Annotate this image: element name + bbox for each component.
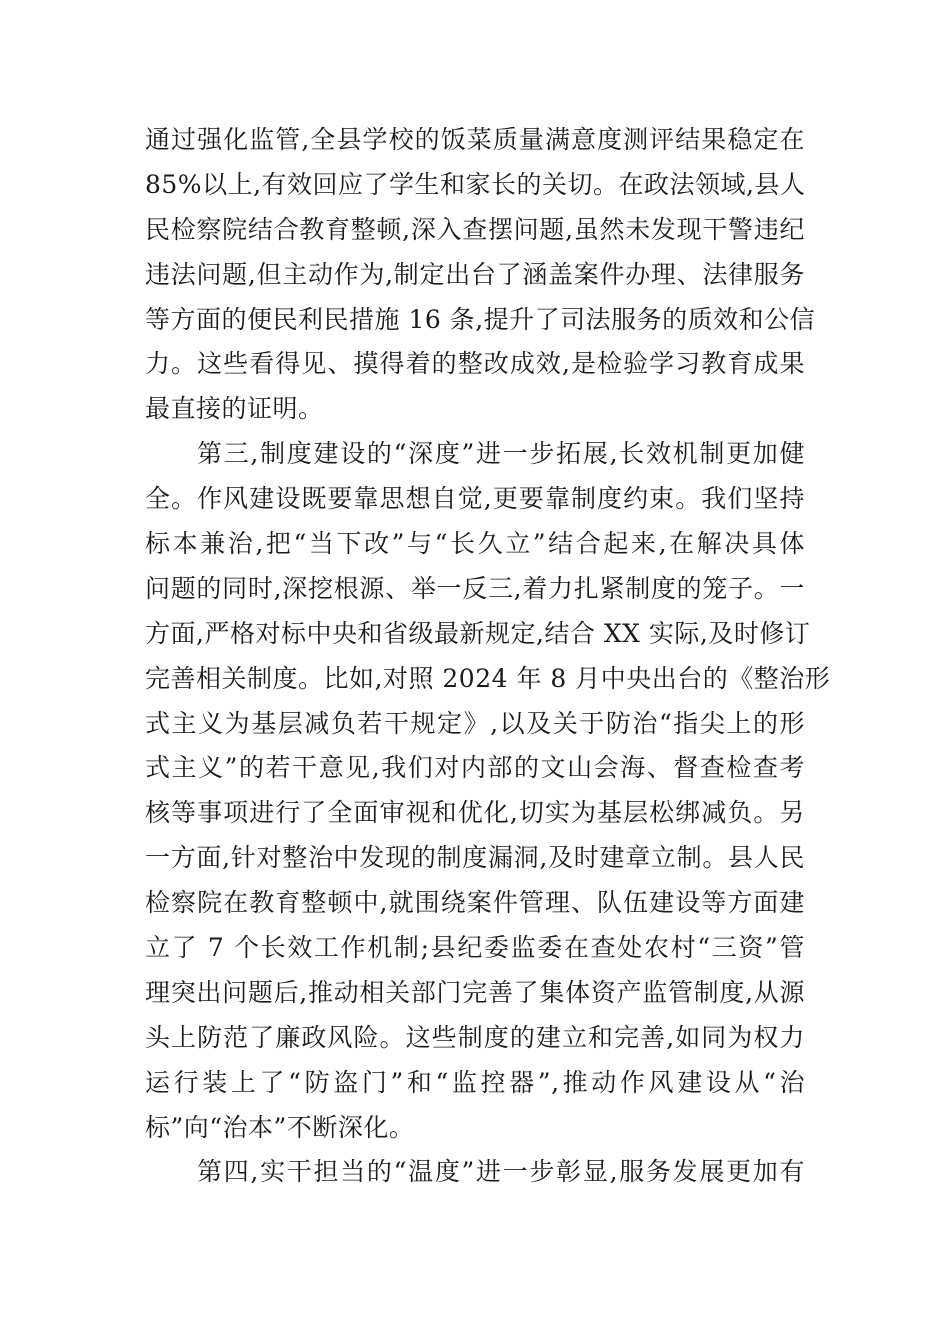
text-line: 最直接的证明。 xyxy=(145,394,324,424)
paragraph-first-line: 第四,实干担当的“温度”进一步彰显,服务发展更加有 xyxy=(197,1157,805,1187)
text-line: 等方面的便民利民措施 16 条,提升了司法服务的质效和公信 xyxy=(145,304,816,334)
text-line: 核等事项进行了全面审视和优化,切实为基层松绑减负。另 xyxy=(145,798,805,828)
document-body xyxy=(145,118,831,1195)
paragraph-first-line: 第三,制度建设的“深度”进一步拓展,长效机制更加健 xyxy=(197,439,805,469)
text-line: 理突出问题后,推动相关部门完善了集体资产监管制度,从源 xyxy=(145,977,805,1007)
text-line: 标”向“治本”不断深化。 xyxy=(145,1112,415,1142)
text-line: 检察院在教育整顿中,就围绕案件管理、队伍建设等方面建 xyxy=(145,888,805,918)
text-line: 运行装上了“防盗门”和“监控器”,推动作风建设从“治 xyxy=(145,1067,805,1097)
text-line: 式主义为基层减负若干规定》,以及关于防治“指尖上的形 xyxy=(145,708,805,738)
text-line: 通过强化监管,全县学校的饭菜质量满意度测评结果稳定在 xyxy=(145,125,805,154)
text-line: 问题的同时,深挖根源、举一反三,着力扎紧制度的笼子。一 xyxy=(145,573,805,603)
text-line: 标本兼治,把“当下改”与“长久立”结合起来,在解决具体 xyxy=(145,529,805,559)
text-line: 85%以上,有效回应了学生和家长的关切。在政法领域,县人 xyxy=(145,169,806,199)
text-line: 方面,严格对标中央和省级最新规定,结合 XX 实际,及时修订 xyxy=(145,618,811,648)
text-line: 全。作风建设既要靠思想自觉,更要靠制度约束。我们坚持 xyxy=(145,484,805,514)
text-line: 民检察院结合教育整顿,深入查摆问题,虽然未发现干警违纪 xyxy=(145,214,805,244)
text-line: 式主义”的若干意见,我们对内部的文山会海、督查检查考 xyxy=(145,753,805,783)
text-line: 完善相关制度。比如,对照 2024 年 8 月中央出台的《整治形 xyxy=(145,663,831,693)
text-line: 违法问题,但主动作为,制定出台了涵盖案件办理、法律服务 xyxy=(145,259,805,289)
text-line: 头上防范了廉政风险。这些制度的建立和完善,如同为权力 xyxy=(145,1022,805,1052)
text-line: 一方面,针对整治中发现的制度漏洞,及时建章立制。县人民 xyxy=(145,843,805,873)
text-line: 立了 7 个长效工作机制;县纪委监委在查处农村“三资”管 xyxy=(145,933,805,963)
text-line: 力。这些看得见、摸得着的整改成效,是检验学习教育成果 xyxy=(145,349,805,379)
